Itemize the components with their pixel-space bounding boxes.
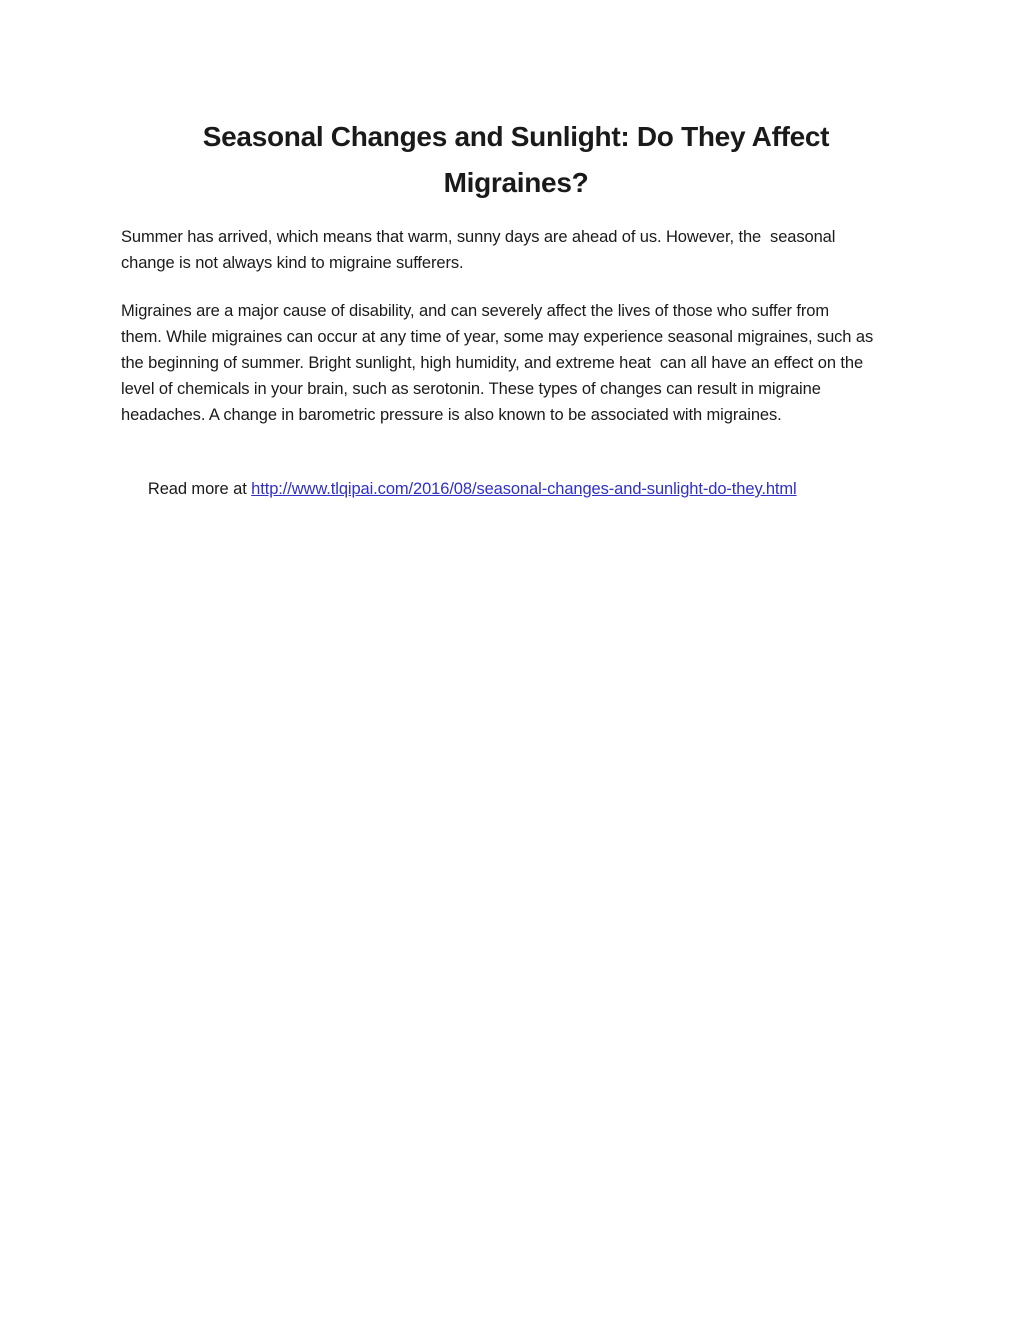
paragraph-intro xyxy=(121,224,911,276)
document-content xyxy=(121,114,911,550)
read-more-link[interactable]: http://www.tlqipai.com/2016/08/seasonal-changes-and-sunlight-do-they.html xyxy=(251,480,797,498)
text-line: them. While migraines can occur at any time of year, some may experience seasonal migraines, such as xyxy=(121,328,874,346)
title-line-2: Migraines? xyxy=(443,167,589,198)
text-line: Summer has arrived, which means that warm, sunny days are ahead of us. However, the seasonal xyxy=(121,228,836,246)
text-line: headaches. A change in barometric pressure is also known to be associated with migraines. xyxy=(121,406,782,424)
read-more-prefix: Read more at xyxy=(147,480,252,498)
paragraph-body xyxy=(121,298,911,428)
text-line: the beginning of summer. Bright sunlight, high humidity, and extreme heat can all have an effect on the xyxy=(121,354,864,372)
text-line: level of chemicals in your brain, such as serotonin. These types of changes can result in migraine xyxy=(121,380,821,398)
text-line: change is not always kind to migraine sufferers. xyxy=(121,254,464,272)
page-title xyxy=(121,114,911,206)
read-more-line xyxy=(121,450,911,528)
text-line: Migraines are a major cause of disability, and can severely affect the lives of those who suffer from xyxy=(121,302,830,320)
title-line-1: Seasonal Changes and Sunlight: Do They Affect xyxy=(202,121,830,152)
